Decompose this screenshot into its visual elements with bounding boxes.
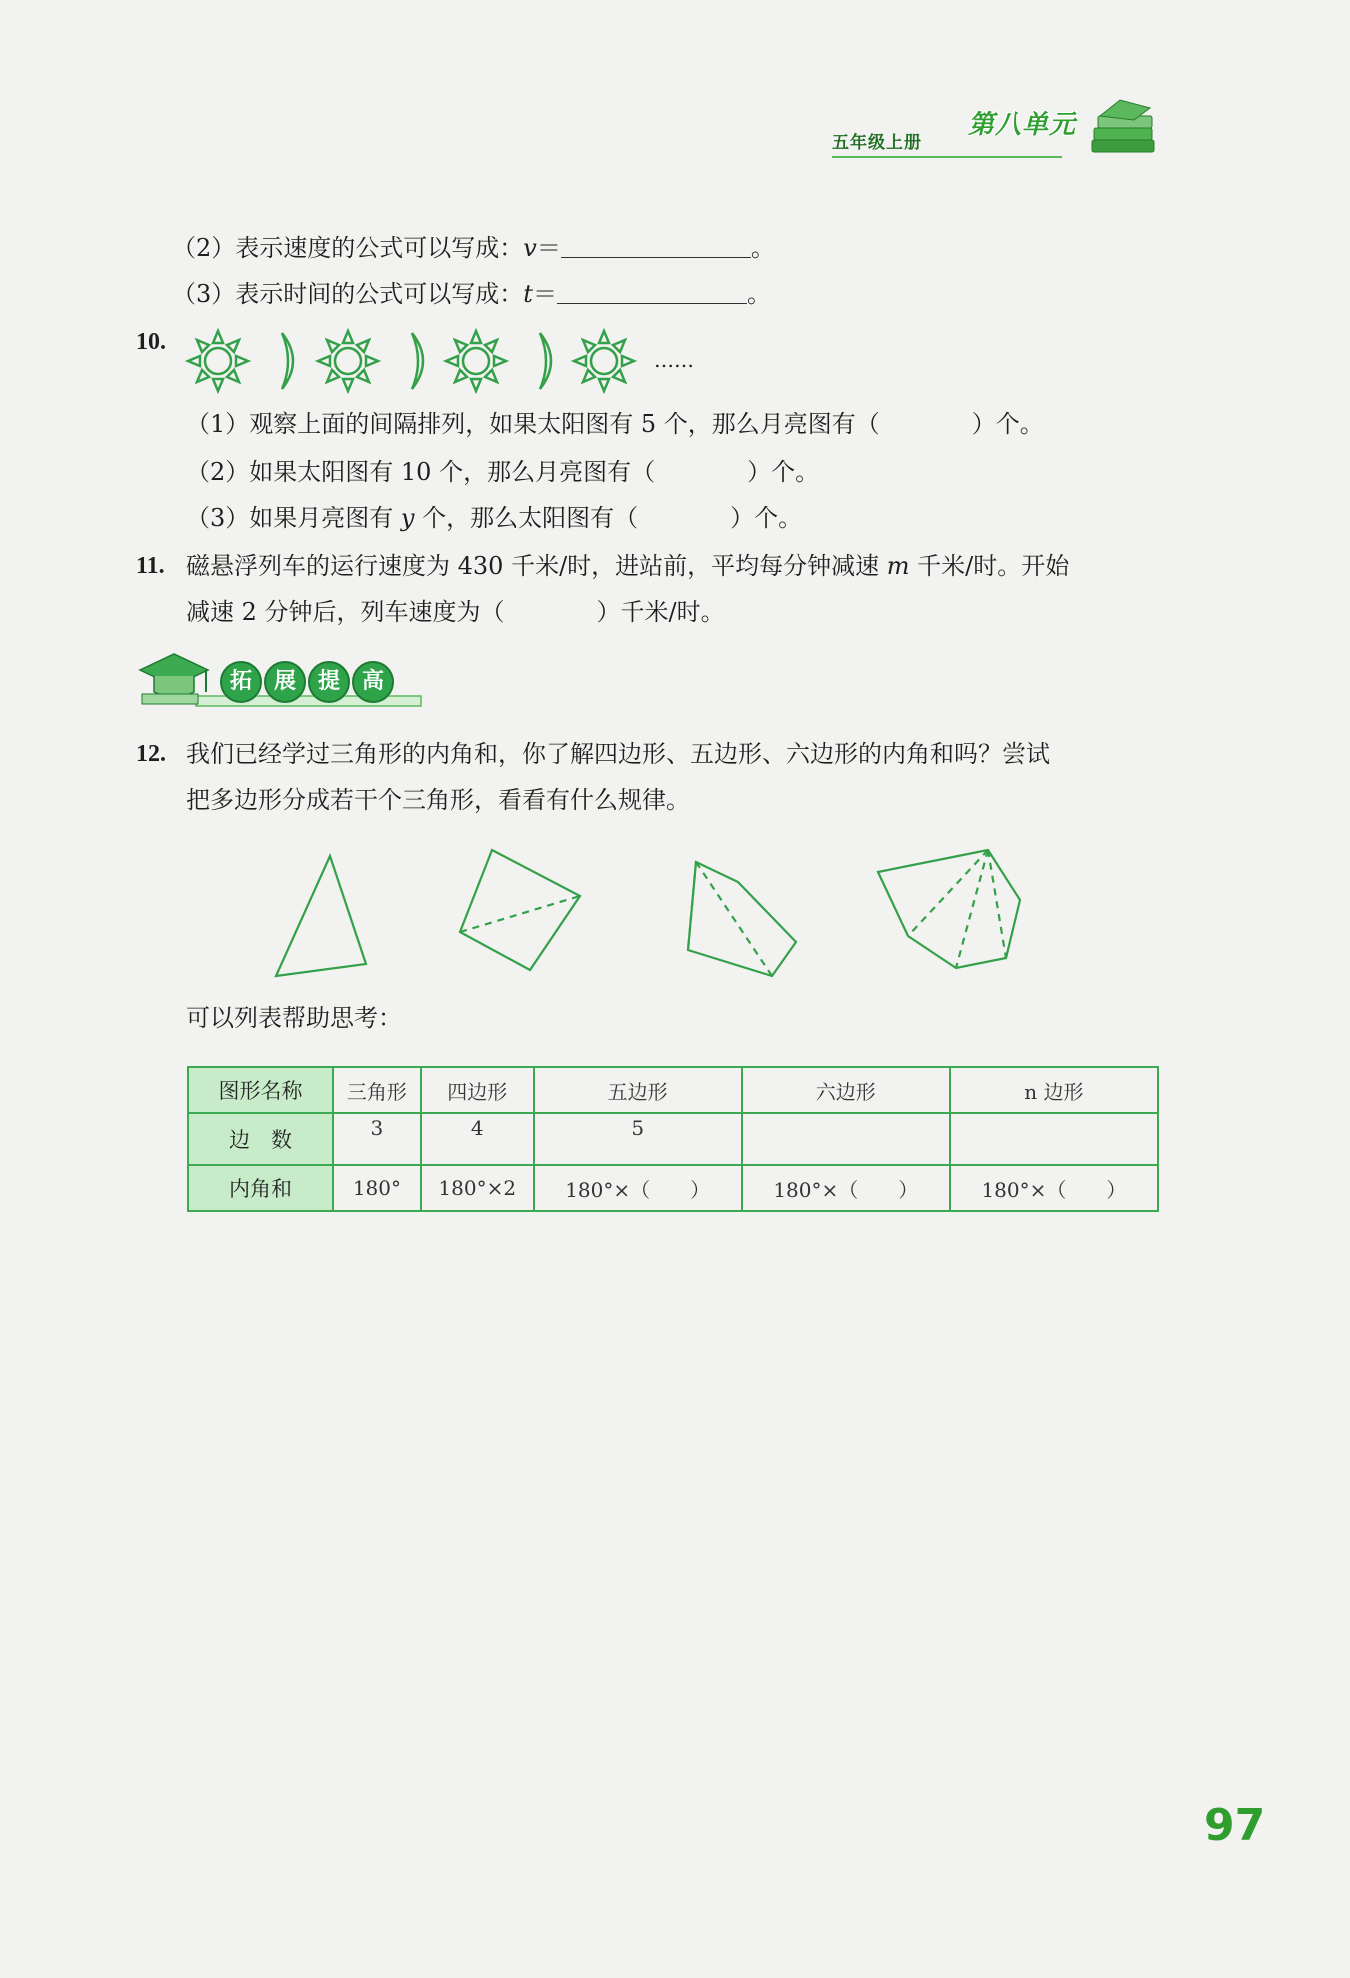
pentagon-figure — [688, 862, 796, 976]
q10-item-1: （1）观察上面的间隔排列，如果太阳图有 5 个，那么月亮图有（ ）个。 — [186, 410, 1044, 438]
q12-line-1: 我们已经学过三角形的内角和，你了解四边形、五边形、六边形的内角和吗？尝试 — [186, 740, 1050, 768]
sun-icon — [574, 331, 634, 391]
moon-icon — [282, 333, 293, 389]
table-row-angle-sum — [188, 1165, 1158, 1211]
table-cell: 三角形 — [333, 1067, 421, 1113]
polygon-figures — [260, 840, 1050, 990]
table-answer-cell[interactable]: 180°×（ ） — [534, 1165, 742, 1211]
quadrilateral-figure — [460, 850, 580, 970]
pattern-ellipsis: …… — [654, 348, 694, 372]
page-number: 97 — [1204, 1800, 1266, 1851]
grade-label: 五年级上册 — [832, 133, 922, 153]
q10-item-2: （2）如果太阳图有 10 个，那么月亮图有（ ）个。 — [186, 458, 820, 486]
table-answer-cell[interactable] — [950, 1113, 1158, 1165]
polygon-angle-table — [187, 1066, 1159, 1212]
section-char-3: 提 — [308, 661, 350, 703]
table-answer-cell[interactable]: 180°×（ ） — [950, 1165, 1158, 1211]
section-char-1: 拓 — [220, 661, 262, 703]
table-answer-cell[interactable] — [742, 1113, 950, 1165]
q11-line-2: 减速 2 分钟后，列车速度为（ ）千米/时。 — [186, 598, 725, 626]
sun-icon — [188, 331, 248, 391]
table-cell: n 边形 — [950, 1067, 1158, 1113]
section-char-4: 高 — [352, 661, 394, 703]
unit-title: 第八单元 — [968, 110, 1077, 140]
q11-line-1: 磁悬浮列车的运行速度为 430 千米/时，进站前，平均每分钟减速 m 千米/时。开始 — [186, 552, 1070, 580]
table-intro: 可以列表帮助思考： — [186, 1004, 402, 1032]
table-row-header — [188, 1067, 1158, 1113]
q9-item-3: （3）表示时间的公式可以写成：t＝ 。 — [172, 280, 771, 308]
table-row-sides — [188, 1113, 1158, 1165]
section-char-2: 展 — [264, 661, 306, 703]
moon-icon — [540, 333, 551, 389]
q9-item-2: （2）表示速度的公式可以写成：v＝ 。 — [172, 234, 775, 262]
table-cell: 5 — [534, 1113, 742, 1165]
header-rule — [832, 156, 1062, 158]
table-answer-cell[interactable]: 180°×（ ） — [742, 1165, 950, 1211]
books-icon — [1090, 94, 1160, 158]
question-number-11: 11. — [136, 553, 165, 579]
table-cell: 180°×2 — [421, 1165, 534, 1211]
graduation-cap-icon — [140, 654, 208, 704]
q9-answer-blank-2[interactable] — [561, 235, 751, 258]
table-cell: 内角和 — [188, 1165, 333, 1211]
table-cell: 3 — [333, 1113, 421, 1165]
question-number-12: 12. — [136, 741, 166, 767]
q12-line-2: 把多边形分成若干个三角形，看看有什么规律。 — [186, 786, 690, 814]
triangle-figure — [276, 856, 366, 976]
moon-icon — [412, 333, 423, 389]
table-cell: 4 — [421, 1113, 534, 1165]
table-cell: 图形名称 — [188, 1067, 333, 1113]
hexagon-figure — [878, 850, 1020, 968]
sun-icon — [446, 331, 506, 391]
q9-answer-blank-3[interactable] — [557, 281, 747, 304]
table-cell: 四边形 — [421, 1067, 534, 1113]
q10-item-3: （3）如果月亮图有 y 个，那么太阳图有（ ）个。 — [186, 504, 803, 532]
table-cell: 边 数 — [188, 1113, 333, 1165]
sun-icon — [318, 331, 378, 391]
table-cell: 五边形 — [534, 1067, 742, 1113]
question-number-10: 10. — [136, 329, 166, 355]
table-cell: 六边形 — [742, 1067, 950, 1113]
table-cell: 180° — [333, 1165, 421, 1211]
